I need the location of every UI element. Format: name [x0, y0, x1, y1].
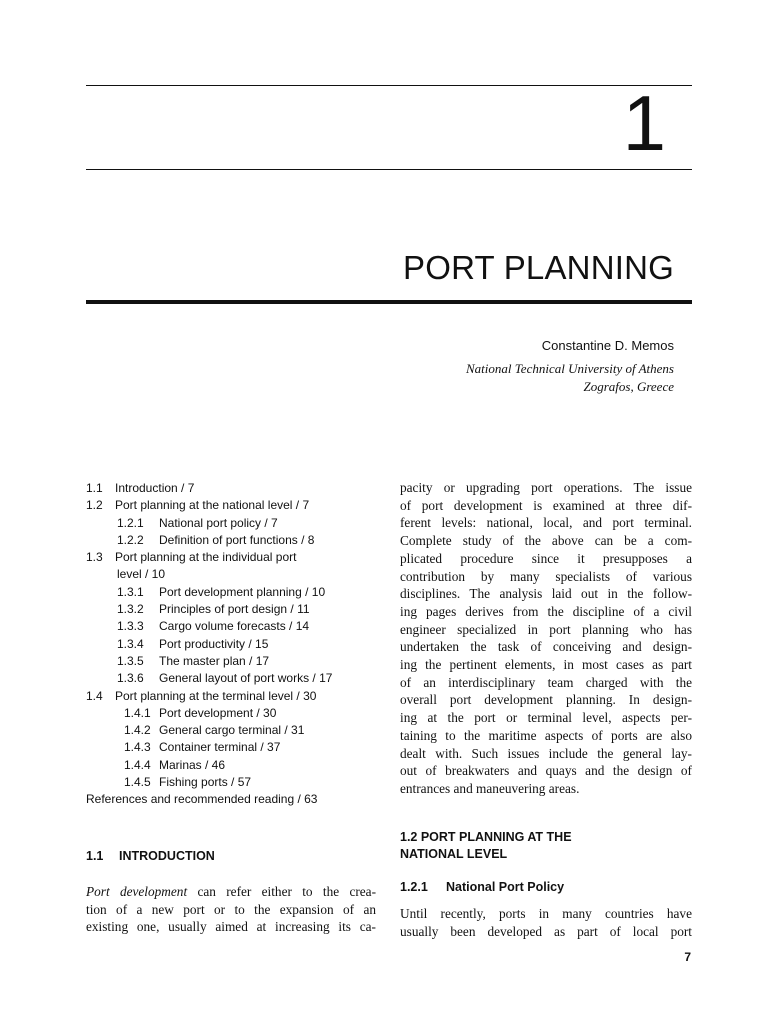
paragraph-line: Complete study of the above can be a com-	[400, 533, 692, 549]
toc-entry-title: The master plan / 17	[159, 653, 270, 668]
paragraph-line: disciplines. The analysis laid out in the follow-	[400, 586, 692, 602]
toc-entry	[86, 566, 376, 583]
paragraph-line: ing the pertinent elements, in most cases as part	[400, 657, 692, 673]
toc-entry-title: Fishing ports / 57	[159, 775, 252, 790]
intro-line: existing one, usually aimed at increasing its ca-	[86, 919, 376, 935]
toc-entry-title: Port planning at the terminal level / 30	[115, 688, 317, 703]
toc-entry	[86, 549, 376, 566]
toc-entry-title: Cargo volume forecasts / 14	[159, 619, 310, 634]
top-rule	[86, 85, 692, 86]
paragraph-line: plicated procedure since it presupposes a	[400, 550, 692, 566]
section-title: INTRODUCTION	[119, 849, 215, 863]
section-heading-introduction	[86, 848, 215, 865]
section-heading-line: NATIONAL LEVEL	[400, 847, 508, 861]
toc-entry	[86, 480, 376, 497]
toc-entry-number: 1.4.3	[124, 740, 151, 755]
paragraph-line: dealt with. Such issues include the general lay-	[400, 745, 692, 761]
right-column-paragraph	[400, 479, 692, 798]
subsection-title: National Port Policy	[446, 880, 565, 894]
toc-entry-number: 1.3.4	[117, 636, 144, 651]
paragraph-line: of an interdisciplinary team charged with the	[400, 674, 692, 690]
affiliation-location: Zografos, Greece	[583, 379, 674, 394]
toc-entry-title: level / 10	[117, 567, 166, 582]
toc-entry-number: 1.4.5	[124, 775, 151, 790]
paragraph-line: out of breakwaters and quays and the design of	[400, 763, 692, 779]
toc-entry-number: 1.2	[86, 498, 103, 513]
paragraph-line: usually been developed as part of local port	[400, 923, 692, 939]
intro-line: tion of a new port or to the expansion of an	[86, 901, 376, 917]
section-number: 1.1	[86, 849, 104, 863]
toc-entry-number: 1.3.6	[117, 671, 144, 686]
paragraph-line: taining to the maritime aspects of ports are also	[400, 727, 692, 743]
toc-entry-number: 1.4.4	[124, 757, 151, 772]
title-rule	[86, 300, 692, 304]
page-number: 7	[684, 950, 691, 964]
toc-entry	[86, 757, 376, 774]
toc-entry	[86, 705, 376, 722]
table-of-contents	[86, 480, 376, 809]
toc-entry-number: 1.4	[86, 688, 103, 703]
toc-entry	[86, 515, 376, 532]
middle-rule	[86, 169, 692, 170]
toc-entry	[86, 601, 376, 618]
toc-entry-number: 1.3.2	[117, 602, 144, 617]
intro-lead-term: Port development	[86, 884, 188, 899]
toc-entry-title: References and recommended reading / 63	[86, 792, 318, 807]
toc-entry	[86, 532, 376, 549]
toc-entry	[86, 739, 376, 756]
toc-entry-title: National port policy / 7	[159, 515, 278, 530]
toc-entry	[86, 584, 376, 601]
toc-entry-title: Port planning at the individual port	[115, 550, 297, 565]
toc-entry	[86, 636, 376, 653]
section-heading-line: 1.2 PORT PLANNING AT THE	[400, 830, 572, 844]
toc-entry-title: Port planning at the national level / 7	[115, 498, 310, 513]
toc-entry-number: 1.2.2	[117, 532, 144, 547]
paragraph-line: of port development is examined at three dif-	[400, 497, 692, 513]
toc-entry-title: Container terminal / 37	[159, 740, 281, 755]
paragraph-line: contribution by many specialists of various	[400, 568, 692, 584]
paragraph-line: pacity or upgrading port operations. The issue	[400, 480, 692, 495]
intro-line: can refer either to the crea-	[187, 884, 377, 899]
toc-entry-number: 1.3	[86, 550, 103, 565]
toc-entry-title: Definition of port functions / 8	[159, 532, 315, 547]
toc-entry-number: 1.3.5	[117, 653, 144, 668]
paragraph-line: entrances and maneuvering areas.	[400, 780, 580, 796]
subsection-number: 1.2.1	[400, 880, 428, 894]
paragraph-line: undertaken the task of conceiving and design-	[400, 639, 692, 655]
national-port-policy-paragraph	[400, 905, 692, 940]
paragraph-line: ing at the port or terminal level, aspects per-	[400, 710, 692, 726]
paragraph-line: engineer specialized in port planning who has	[400, 621, 692, 637]
toc-entry	[86, 774, 376, 791]
toc-entry	[86, 497, 376, 514]
paragraph-line: ferent levels: national, local, and port terminal.	[400, 515, 692, 531]
toc-entry	[86, 688, 376, 705]
toc-entry	[86, 791, 376, 808]
toc-entry-title: Port productivity / 15	[159, 636, 269, 651]
toc-entry-number: 1.2.1	[117, 515, 144, 530]
author-name: Constantine D. Memos	[541, 338, 674, 353]
toc-entry-number: 1.4.1	[124, 705, 151, 720]
toc-entry-title: Introduction / 7	[115, 481, 195, 495]
author-affiliation	[466, 360, 674, 396]
toc-entry	[86, 653, 376, 670]
toc-entry	[86, 722, 376, 739]
paragraph-line: Until recently, ports in many countries have	[400, 906, 692, 921]
toc-entry-title: Port development planning / 10	[159, 584, 326, 599]
toc-entry	[86, 618, 376, 635]
toc-entry-title: Marinas / 46	[159, 757, 226, 772]
paragraph-line: ing pages derives from the discipline of a civil	[400, 603, 692, 619]
chapter-title: PORT PLANNING	[403, 249, 674, 286]
toc-entry	[86, 670, 376, 687]
toc-entry-number: 1.3.3	[117, 619, 144, 634]
intro-paragraph	[86, 883, 376, 936]
toc-entry-number: 1.3.1	[117, 584, 144, 599]
toc-entry-title: General cargo terminal / 31	[159, 723, 305, 738]
chapter-number: 1	[622, 79, 666, 167]
paragraph-line: overall port development planning. In design-	[400, 692, 692, 708]
toc-entry-title: Port development / 30	[159, 705, 277, 720]
toc-entry-number: 1.1	[86, 481, 103, 495]
affiliation-institution: National Technical University of Athens	[466, 361, 674, 376]
section-heading-national-level	[400, 829, 692, 863]
toc-entry-title: General layout of port works / 17	[159, 671, 333, 686]
subsection-heading-national-port-policy	[400, 879, 564, 896]
toc-entry-title: Principles of port design / 11	[159, 602, 310, 617]
toc-entry-number: 1.4.2	[124, 723, 151, 738]
